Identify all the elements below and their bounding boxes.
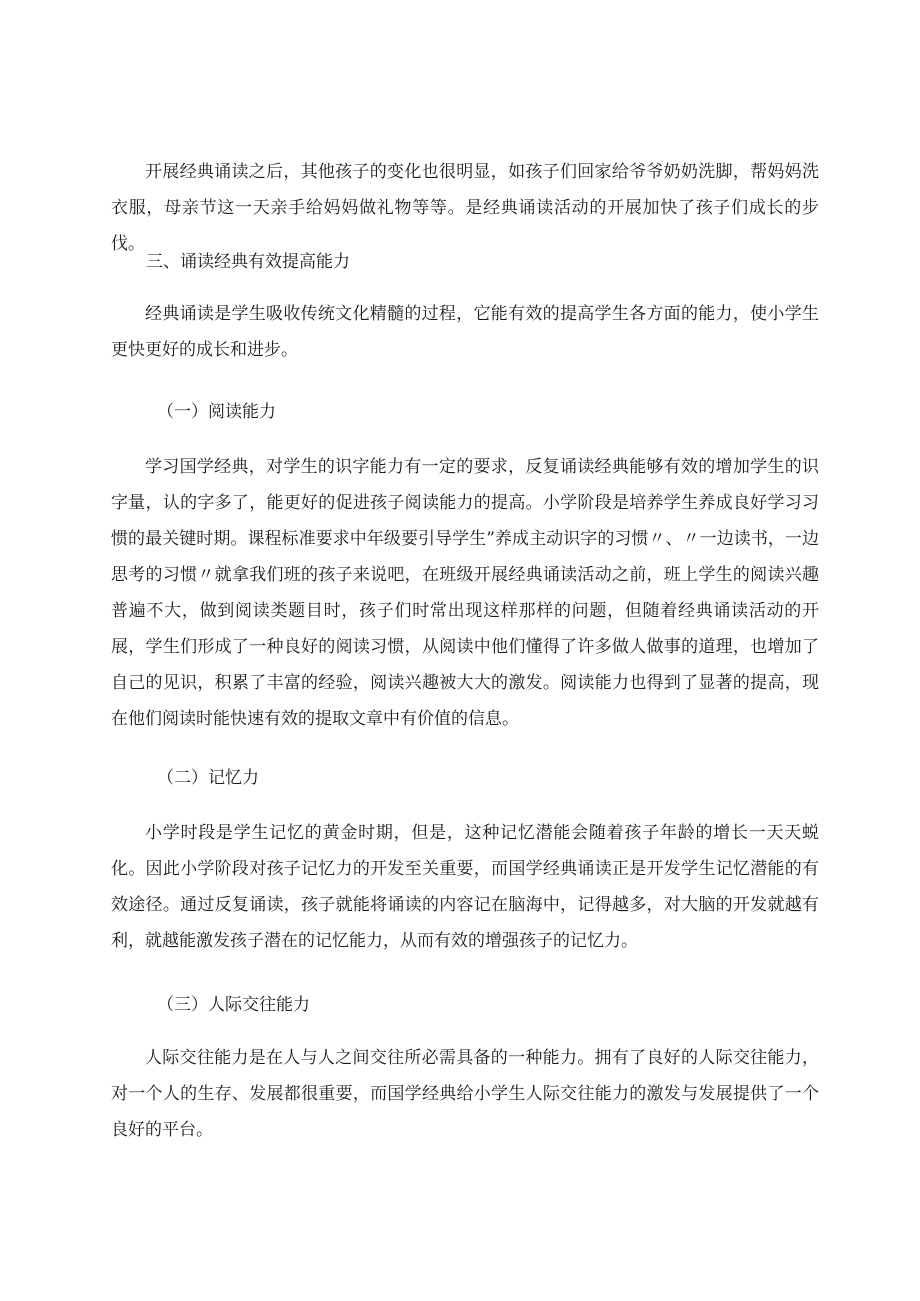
paragraph-social-ability: 人际交往能力是在人与人之间交往所必需具备的一种能力。拥有了良好的人际交往能力，对一个人的生存、发展都很重要，而国学经典给小学生人际交往能力的激发与发展提供了一个良好的平台。 xyxy=(111,1048,819,1140)
subheading-memory: （二）记忆力 xyxy=(157,768,259,788)
subheading-social-ability: （三）人际交往能力 xyxy=(157,995,310,1015)
paragraph-reading-ability: 学习国学经典，对学生的识字能力有一定的要求，反复诵读经典能够有效的增加学生的识字量，认的字多了，能更好的促进孩子阅读能力的提高。小学阶段是培养学生养成良好学习习惯的最关键时期。课程标准要求中年级要引导学生”养成主动识字的习惯〃、〃一边读书，一边思考的习惯〃就拿我们班的孩子来说吧，在班级开展经典诵读活动之前，班上学生的阅读兴趣普遍不大，做到阅读类题目时，孩子们时常出现这样那样的问题，但随着经典诵读活动的开展，学生们形成了一种良好的阅读习惯，从阅读中他们懂得了许多做人做事的道理，也增加了自己的见识，积累了丰富的经验，阅读兴趣被大大的激发。阅读能力也得到了显著的提高，现在他们阅读时能快速有效的提取文章中有价值的信息。 xyxy=(111,457,819,729)
subheading-reading-ability: （一）阅读能力 xyxy=(157,402,276,422)
paragraph-ability-intro: 经典诵读是学生吸收传统文化精髓的过程，它能有效的提高学生各方面的能力，使小学生更快更好的成长和进步。 xyxy=(111,304,819,360)
paragraph-memory: 小学时段是学生记忆的黄金时期，但是，这种记忆潜能会随着孩子年龄的增长一天天蜕化。因此小学阶段对孩子记忆力的开发至关重要，而国学经典诵读正是开发学生记忆潜能的有效途径。通过反复诵读，孩子就能将诵读的内容记在脑海中，记得越多，对大脑的开发就越有利，就越能激发孩子潜在的记忆能力，从而有效的增强孩子的记忆力。 xyxy=(111,823,819,951)
section-heading-3: 三、诵读经典有效提高能力 xyxy=(146,252,350,272)
paragraph-child-changes: 开展经典诵读之后，其他孩子的变化也很明显，如孩子们回家给爷爷奶奶洗脚，帮妈妈洗衣服，母亲节这一天亲手给妈妈做礼物等等。是经典诵读活动的开展加快了孩子们成长的步伐。 xyxy=(111,162,819,254)
